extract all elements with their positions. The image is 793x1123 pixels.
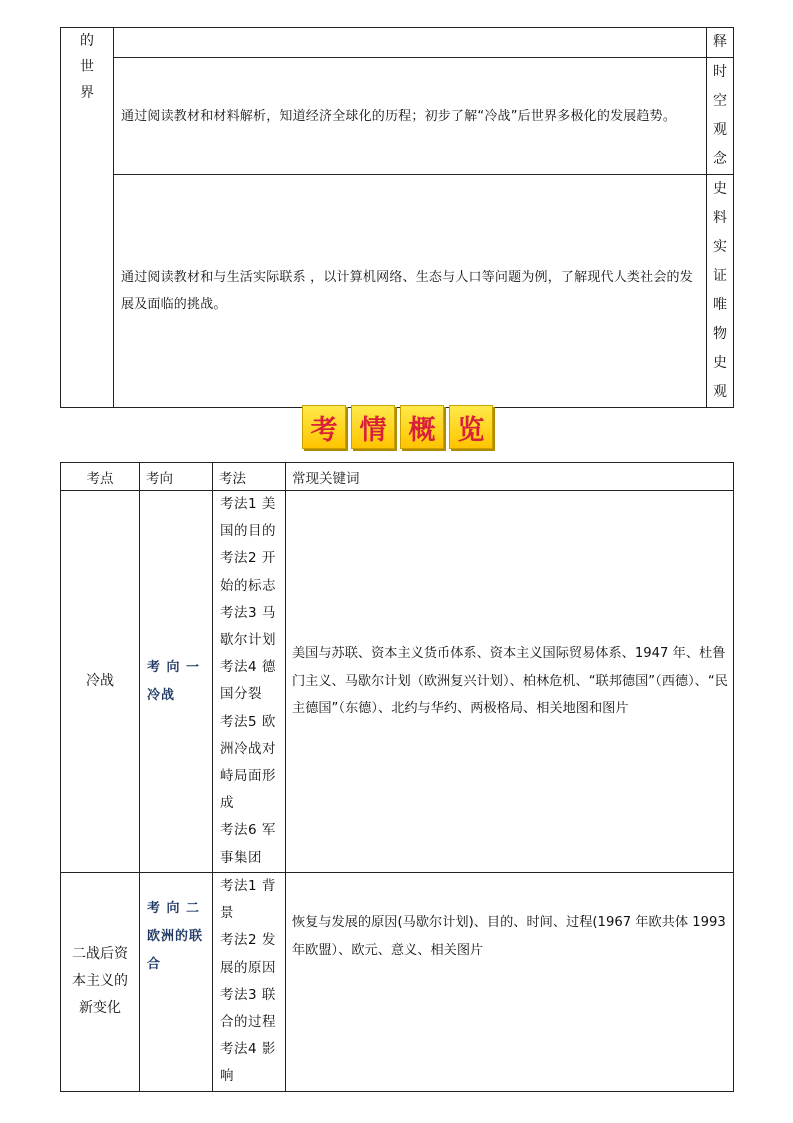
literacy-char: 证 bbox=[713, 268, 727, 284]
method-line: 考法3 联 bbox=[220, 986, 276, 1003]
method-line: 歇尔计划 bbox=[220, 632, 276, 649]
objective-text-globalization: 通过阅读教材和材料解析，知道经济全球化的历程；初步了解“冷战”后世界多极化的发展趋势。 bbox=[114, 58, 707, 175]
table-row bbox=[61, 491, 734, 873]
literacy-cell-spacetime bbox=[707, 58, 734, 175]
method-line: 考法2 发 bbox=[220, 932, 276, 949]
literacy-cell-top bbox=[707, 28, 734, 58]
method-line: 事集团 bbox=[220, 849, 262, 866]
literacy-char: 时 bbox=[713, 64, 727, 80]
literacy-char: 观 bbox=[713, 384, 727, 400]
literacy-char: 料 bbox=[713, 210, 727, 226]
section-banner bbox=[302, 405, 493, 449]
method-line: 考法4 德 bbox=[220, 659, 276, 676]
header-topic: 考点 bbox=[61, 463, 140, 491]
literacy-char: 实 bbox=[713, 239, 727, 255]
keywords-cell: 美国与苏联、资本主义货币体系、资本主义国际贸易体系、1947 年、杜鲁门主义、马歇尔计划（欧洲复兴计划）、柏林危机、“联邦德国”（西德）、“民主德国”（东德）、北约与华约、两极格局、相关地图和图片 bbox=[286, 491, 734, 873]
header-method: 考法 bbox=[213, 463, 286, 491]
banner-tile: 考 bbox=[302, 405, 346, 449]
exam-overview-table bbox=[60, 462, 734, 1092]
objective-text-modern-society: 通过阅读教材和与生活实际联系 ，以计算机网络、生态与人口等问题为例，了解现代人类社会的发展及面临的挑战。 bbox=[114, 175, 707, 408]
literacy-char: 史 bbox=[713, 181, 727, 197]
method-line: 考法6 军 bbox=[220, 822, 276, 839]
method-line: 展的原因 bbox=[220, 959, 276, 976]
method-line: 考法4 影 bbox=[220, 1041, 276, 1058]
literacy-char: 念 bbox=[713, 151, 727, 167]
banner-tile: 览 bbox=[449, 405, 493, 449]
section-label-cell bbox=[61, 28, 114, 408]
objective-empty-cell bbox=[114, 28, 707, 58]
section-label: 的世界 bbox=[80, 33, 94, 101]
banner-tile: 概 bbox=[400, 405, 444, 449]
method-line: 考法1 背 bbox=[220, 878, 276, 894]
method-line: 国的目的 bbox=[220, 523, 276, 540]
keywords-cell: 恢复与发展的原因(马歇尔计划)、目的、时间、过程(1967 年欧共体 1993 年欧盟）、欧元、意义、相关图片 bbox=[286, 873, 734, 1092]
method-line: 考法3 马 bbox=[220, 604, 276, 621]
direction-cell: 考 向 二 欧洲的联合 bbox=[140, 873, 213, 1092]
method-line: 国分裂 bbox=[220, 686, 262, 703]
literacy-label-top: 释 bbox=[713, 34, 727, 50]
method-line: 景 bbox=[220, 905, 234, 922]
topic-cell: 冷战 bbox=[61, 491, 140, 873]
objectives-table bbox=[60, 27, 734, 408]
literacy-char: 物 bbox=[713, 326, 727, 342]
literacy-char: 唯 bbox=[713, 297, 727, 313]
banner-tile: 情 bbox=[351, 405, 395, 449]
header-keywords: 常现关键词 bbox=[286, 463, 734, 491]
methods-cell bbox=[213, 491, 286, 873]
literacy-char: 空 bbox=[713, 93, 727, 109]
method-line: 成 bbox=[220, 795, 234, 812]
table-row bbox=[61, 873, 734, 1092]
method-line: 考法1 美 bbox=[220, 496, 276, 512]
literacy-char: 观 bbox=[713, 122, 727, 138]
method-line: 始的标志 bbox=[220, 577, 276, 594]
method-line: 考法5 欧 bbox=[220, 713, 276, 730]
method-line: 峙局面形 bbox=[220, 768, 276, 785]
method-line: 响 bbox=[220, 1068, 234, 1085]
header-direction: 考向 bbox=[140, 463, 213, 491]
topic-text: 二战后资本主义的新变化 bbox=[72, 946, 128, 1017]
method-line: 合的过程 bbox=[220, 1014, 276, 1031]
method-line: 洲冷战对 bbox=[220, 740, 276, 757]
methods-cell bbox=[213, 873, 286, 1092]
literacy-char: 史 bbox=[713, 355, 727, 371]
literacy-cell-evidence bbox=[707, 175, 734, 408]
topic-cell bbox=[61, 873, 140, 1092]
method-line: 考法2 开 bbox=[220, 550, 276, 567]
direction-cell: 考 向 一 冷战 bbox=[140, 491, 213, 873]
